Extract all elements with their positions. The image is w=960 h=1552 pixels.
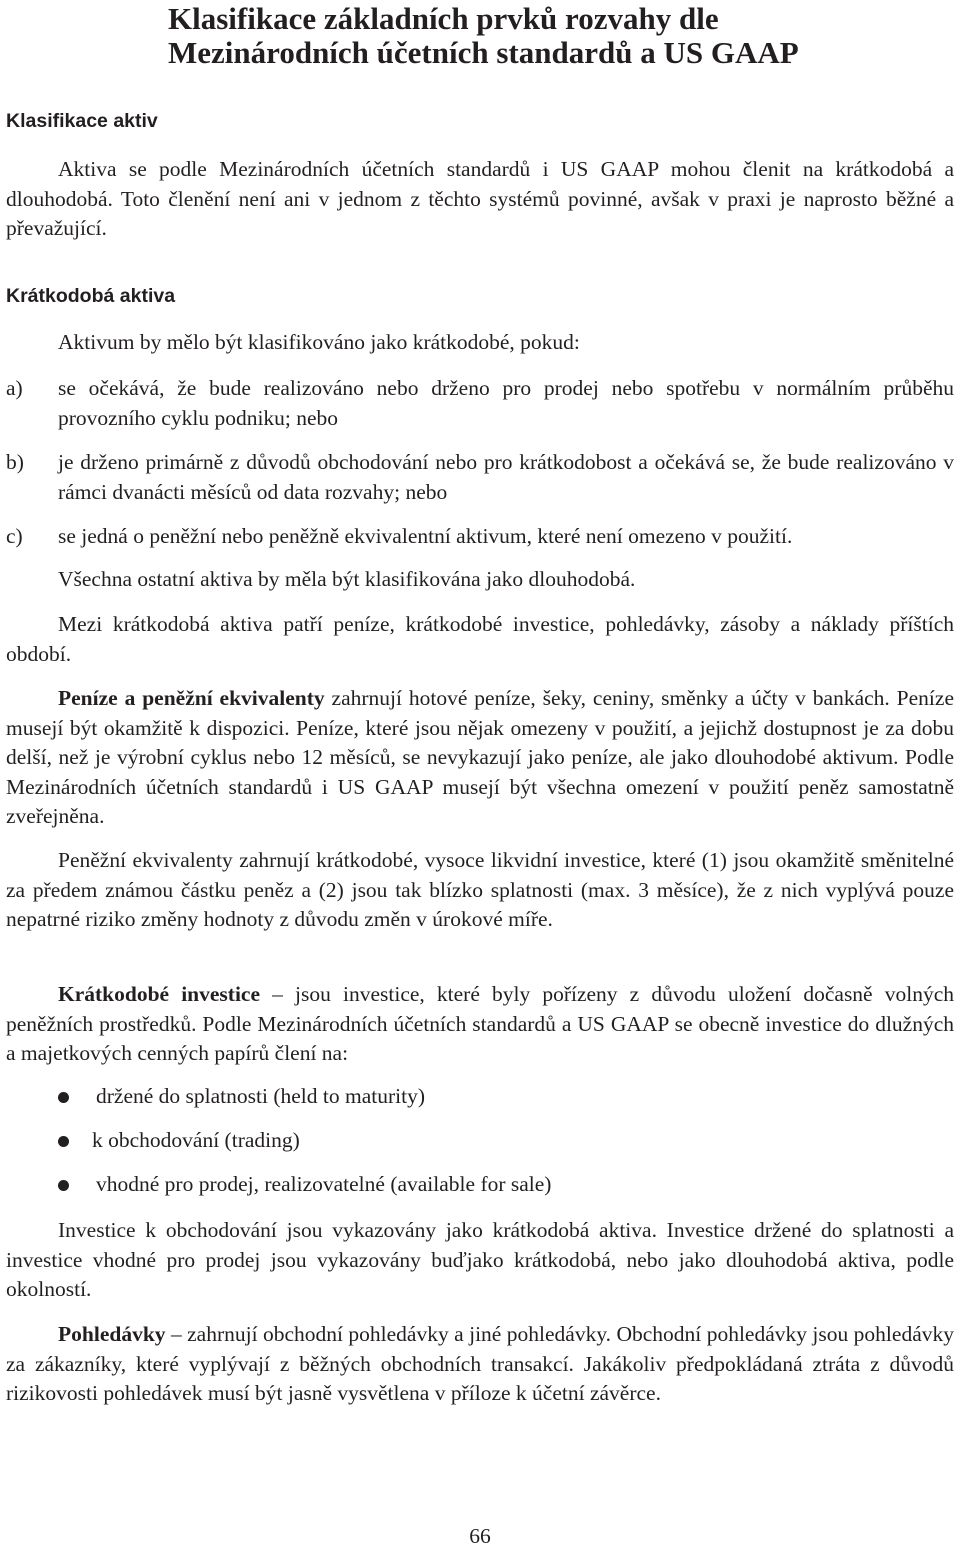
paragraph-investments-reporting: Investice k obchodování jsou vykazovány jako krátkodobá aktiva. Investice držené do splatnosti a investice vhodné pro prodej jsou vykazovány buďjako krátkodobá, nebo jako dlouhodobá aktiva, podle okolností. <box>6 1218 954 1301</box>
receivables-text: – zahrnují obchodní pohledávky a jiné pohledávky. Obchodní pohledávky jsou pohledávky za zákazníky, které vyplývají z běžných obchodních transakcí. Jakákoliv předpokládaná ztráta z důvodů rizikovosti pohledávek musí být jasně vysvětlena v příloze k účetní závěrce. <box>6 1322 954 1405</box>
bullet-icon <box>58 1180 69 1191</box>
bullet-text: k obchodování (trading) <box>92 1128 300 1152</box>
paragraph-other-assets: Všechna ostatní aktiva by měla být klasifikována jako dlouhodobá. <box>58 567 636 591</box>
criteria-label: b) <box>6 450 24 474</box>
criteria-label: a) <box>6 376 23 400</box>
investments-text: – jsou investice, které byly pořízeny z důvodu uložení dočasně volných peněžních prostředků. Podle Mezinárodních účetních standardů a US GAAP se obecně investice do dlužných a majetkových cenných papírů člení na: <box>6 982 954 1065</box>
cash-text: zahrnují hotové peníze, šeky, ceniny, směnky a účty v bankách. Peníze musejí být okamžitě k dispozici. Peníze, které jsou nějak omezeny v použití, a jejichž dostupnost je za dobu delší, než je výrobní cyklus nebo 12 měsíců, se nevykazují jako peníze, ale jako dlouhodobé aktivum. Podle Mezinárodních účetních standardů i US GAAP musejí být všechna omezení v použití peněz samostatně zveřejněna. <box>6 686 954 828</box>
page-number: 66 <box>469 1524 491 1548</box>
title-line-1: Klasifikace základních prvků rozvahy dle <box>168 1 719 36</box>
paragraph-short-term-investments <box>6 980 954 1069</box>
paragraph-criteria: Aktivum by mělo být klasifikováno jako krátkodobé, pokud: <box>58 330 580 354</box>
criteria-text: je drženo primárně z důvodů obchodování nebo pro krátkodobost a očekává se, že bude realizováno v rámci dvanácti měsíců od data rozvahy; nebo <box>58 450 954 504</box>
paragraph-cash-equivalents: Peněžní ekvivalenty zahrnují krátkodobé, vysoce likvidní investice, které (1) jsou okamžitě směnitelné za předem známou částku peněz a (2) jsou tak blízko splatnosti (max. 3 měsíce), že z nich vyplývá pouze nepatrné riziko změny hodnoty z důvodu změn v úrokové míře. <box>6 848 954 931</box>
bullet-text: vhodné pro prodej, realizovatelné (available for sale) <box>96 1172 552 1196</box>
paragraph-cash <box>6 684 954 832</box>
criteria-text: se jedná o peněžní nebo peněžně ekvivalentní aktivum, které není omezeno v použití. <box>58 524 793 548</box>
section-heading-assets: Klasifikace aktiv <box>6 110 158 132</box>
criteria-text: se očekává, že bude realizováno nebo drženo pro prodej nebo spotřebu v normálním průběhu provozního cyklu podniku; nebo <box>58 376 954 430</box>
term-receivables: Pohledávky <box>58 1322 166 1346</box>
paragraph-intro: Aktiva se podle Mezinárodních účetních standardů i US GAAP mohou členit na krátkodobá a dlouhodobá. Toto členění není ani v jednom z těchto systémů povinné, avšak v praxi je naprosto běžné a převažující. <box>6 157 954 240</box>
bullet-icon <box>58 1136 69 1147</box>
term-investments: Krátkodobé investice <box>58 982 261 1006</box>
page-title <box>168 2 799 70</box>
term-cash: Peníze a peněžní ekvivalenty <box>58 686 325 710</box>
bullet-icon <box>58 1092 69 1103</box>
section-heading-current-assets: Krátkodobá aktiva <box>6 285 176 307</box>
paragraph-current-assets-list: Mezi krátkodobá aktiva patří peníze, krátkodobé investice, pohledávky, zásoby a náklady příštích období. <box>6 612 954 666</box>
bullet-text: držené do splatnosti (held to maturity) <box>96 1084 425 1108</box>
paragraph-receivables <box>6 1320 954 1409</box>
title-line-2: Mezinárodních účetních standardů a US GAAP <box>168 35 799 70</box>
criteria-label: c) <box>6 524 23 548</box>
